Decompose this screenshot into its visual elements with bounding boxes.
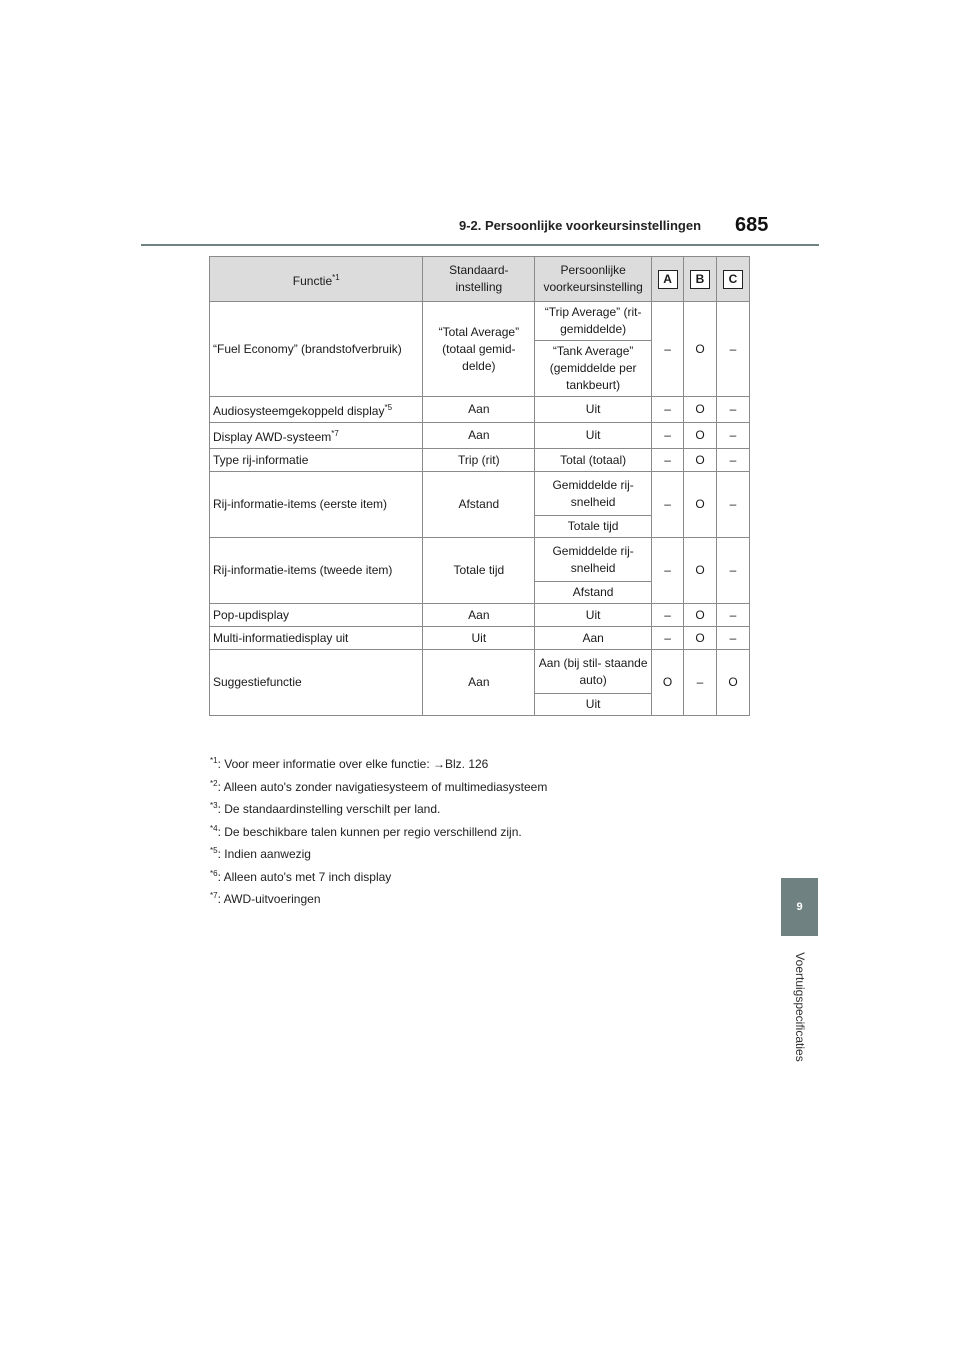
footnote-mark: *1 <box>210 756 218 765</box>
header-default: Standaard- instelling <box>423 257 535 302</box>
table-row <box>210 449 750 472</box>
chapter-number: 9 <box>796 901 803 913</box>
footnote <box>210 824 547 847</box>
table-header-row <box>210 257 750 302</box>
header-personal: Persoonlijke voorkeursinstelling <box>535 257 652 302</box>
cell-option: Total (totaal) <box>535 449 652 472</box>
cell-a: – <box>652 302 684 397</box>
cell-c: – <box>717 472 750 538</box>
table-row <box>210 538 750 582</box>
footnote-text: : Alleen auto's met 7 inch display <box>217 869 392 884</box>
cell-option: Uit <box>535 397 652 423</box>
cell-b: O <box>684 449 717 472</box>
header-rule <box>141 244 819 246</box>
header-b: B <box>684 257 717 302</box>
cell-a: – <box>652 397 684 423</box>
footnotes <box>210 756 547 914</box>
header-a: A <box>652 257 684 302</box>
cell-c: – <box>717 423 750 449</box>
cell-option: Totale tijd <box>535 516 652 538</box>
footnote-mark: *2 <box>210 778 218 788</box>
cell-b: O <box>684 423 717 449</box>
table-row <box>210 302 750 341</box>
table-row <box>210 604 750 627</box>
cell-c: – <box>717 627 750 650</box>
footnote-text: : De standaardinstelling verschilt per land. <box>217 802 441 816</box>
cell-a: – <box>652 538 684 604</box>
footnote <box>210 756 547 779</box>
cell-b: O <box>684 397 717 423</box>
cell-c: – <box>717 397 750 423</box>
chapter-label: Voertuigspecificaties <box>793 952 807 1062</box>
cell-default: Afstand <box>423 472 535 538</box>
cell-default: Trip (rit) <box>423 449 535 472</box>
cell-function: Audiosysteemgekoppeld display$^{*5}$ <box>210 397 423 423</box>
cell-default: “Total Average” (totaal gemid- delde) <box>423 302 535 397</box>
table-body <box>210 302 750 716</box>
cell-default: Aan <box>423 650 535 716</box>
cell-b: O <box>684 538 717 604</box>
footnote-mark: *4 <box>210 823 218 833</box>
cell-option: Uit <box>535 604 652 627</box>
footnote-text: : AWD-uitvoeringen <box>217 892 321 906</box>
cell-a: – <box>652 604 684 627</box>
table-row <box>210 650 750 694</box>
cell-default: Aan <box>423 604 535 627</box>
cell-function: “Fuel Economy” (brandstofverbruik) <box>210 302 423 397</box>
cell-function: Rij-informatie-items (tweede item) <box>210 538 423 604</box>
table-row <box>210 423 750 449</box>
table-row <box>210 472 750 516</box>
cell-function: Multi-informatiedisplay uit <box>210 627 423 650</box>
section-title: 9-2. Persoonlijke voorkeursinstellingen <box>459 218 702 233</box>
footnote-mark: *7 <box>210 891 218 900</box>
cell-option: Aan <box>535 627 652 650</box>
chapter-tab <box>781 878 818 936</box>
footnote-text: : Indien aanwezig <box>217 847 311 861</box>
cell-a: – <box>652 449 684 472</box>
cell-option: Gemiddelde rij- snelheid <box>535 538 652 582</box>
cell-function: Display AWD-systeem$^{*7}$ <box>210 423 423 449</box>
footnote <box>210 801 547 824</box>
cell-c: – <box>717 538 750 604</box>
footnote <box>210 779 547 802</box>
cell-option: Gemiddelde rij- snelheid <box>535 472 652 516</box>
cell-function: Rij-informatie-items (eerste item) <box>210 472 423 538</box>
cell-option: “Trip Average” (rit- gemiddelde) <box>535 302 652 341</box>
cell-default: Uit <box>423 627 535 650</box>
cell-b: – <box>684 650 717 716</box>
cell-a: – <box>652 627 684 650</box>
footnote-text: : De beschikbare talen kunnen per regio verschillend zijn. <box>217 824 522 839</box>
cell-function: Type rij-informatie <box>210 449 423 472</box>
cell-b: O <box>684 604 717 627</box>
footnote-mark: *5 <box>210 846 218 855</box>
cell-c: O <box>717 650 750 716</box>
cell-a: – <box>652 423 684 449</box>
footnote-text: : Alleen auto's zonder navigatiesysteem of multimediasysteem <box>217 779 548 794</box>
cell-a: – <box>652 472 684 538</box>
cell-b: O <box>684 302 717 397</box>
table-row <box>210 397 750 423</box>
cell-a: O <box>652 650 684 716</box>
footnote <box>210 846 547 869</box>
cell-c: – <box>717 302 750 397</box>
cell-default: Totale tijd <box>423 538 535 604</box>
cell-c: – <box>717 604 750 627</box>
cell-c: – <box>717 449 750 472</box>
cell-default: Aan <box>423 423 535 449</box>
footnote-mark: *3 <box>210 801 218 810</box>
header-c: C <box>717 257 750 302</box>
cell-option: Uit <box>535 423 652 449</box>
footnote <box>210 869 547 892</box>
cell-function: Suggestiefunctie <box>210 650 423 716</box>
footnote-mark: *6 <box>210 868 218 878</box>
table-row <box>210 627 750 650</box>
cell-b: O <box>684 627 717 650</box>
cell-b: O <box>684 472 717 538</box>
cell-option: “Tank Average” (gemiddelde per tankbeurt) <box>535 341 652 397</box>
page-number: 685 <box>735 214 769 236</box>
cell-default: Aan <box>423 397 535 423</box>
settings-table <box>209 256 750 716</box>
cell-option: Aan (bij stil- staande auto) <box>535 650 652 694</box>
cell-option: Afstand <box>535 582 652 604</box>
cell-option: Uit <box>535 694 652 716</box>
footnote <box>210 891 547 914</box>
footnote-text: : Voor meer informatie over elke functie: →Blz. 126 <box>217 757 489 771</box>
cell-function: Pop-updisplay <box>210 604 423 627</box>
header-function: Functie$^{*1}$ <box>210 257 423 302</box>
